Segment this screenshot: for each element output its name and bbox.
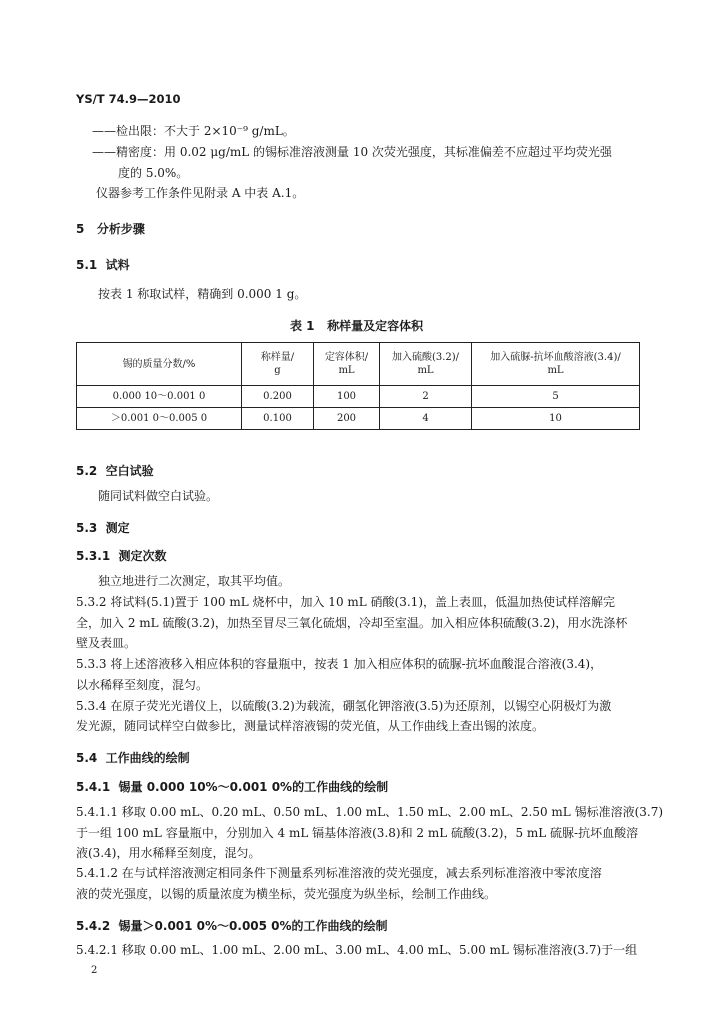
section-5-4-2-heading xyxy=(76,917,388,934)
section-5-1-heading xyxy=(76,256,130,273)
section-5-2-heading xyxy=(76,462,154,479)
section-5-1-body: 按表 1 称取试样，精确到 0.000 1 g。 xyxy=(98,287,307,301)
detection-limit-text: ——检出限：不大于 2×10⁻⁹ g/mL。 xyxy=(92,124,295,138)
section-5-3-3-line1: 5.3.3 将上述溶液移入相应体积的容量瓶中，按表 1 加入相应体积的硫脲-抗坏血酸混合溶液(3.4)， xyxy=(76,657,603,671)
cell-mass: 0.100 xyxy=(242,408,314,430)
section-title: 工作曲线的绘制 xyxy=(105,751,190,765)
table-1 xyxy=(76,342,640,430)
section-title: 测定 xyxy=(105,521,130,535)
section-title: 空白试验 xyxy=(105,464,154,478)
cell-mass: 0.200 xyxy=(242,386,314,408)
page-number: 2 xyxy=(91,965,98,976)
section-5-4-1-2-line1: 5.4.1.2 在与试样溶液测定相同条件下测量系列标准溶液的荧光强度，减去系列标准溶液中零浓度溶 xyxy=(76,866,602,880)
section-5-2-body: 随同试料做空白试验。 xyxy=(98,489,219,503)
header-thiourea-solution: 加入硫脲-抗坏血酸溶液(3.4)/ mL xyxy=(472,343,640,386)
table-caption-number: 表 1 xyxy=(290,319,315,333)
section-5-heading xyxy=(76,220,145,237)
section-5-3-4-line1: 5.3.4 在原子荧光光谱仪上，以硫酸(3.2)为载流，硼氢化钾溶液(3.5)为还原剂，以锡空心阴极灯为激 xyxy=(76,699,612,713)
standard-number: YS/T 74.9—2010 xyxy=(76,92,181,106)
section-5-3-heading xyxy=(76,519,130,536)
section-5-4-1-1-line1: 5.4.1.1 移取 0.00 mL、0.20 mL、0.50 mL、1.00 mL、1.50 mL、2.00 mL、2.50 mL 锡标准溶液(3.7) xyxy=(76,805,664,819)
section-title: 分析步骤 xyxy=(96,222,145,236)
header-tin-mass-fraction: 锡的质量分数/% xyxy=(77,343,242,386)
section-title: 锡量＞0.001 0%～0.005 0%的工作曲线的绘制 xyxy=(118,919,388,933)
cell-h2so4: 2 xyxy=(380,386,472,408)
section-5-3-1-body: 独立地进行二次测定，取其平均值。 xyxy=(98,574,291,588)
cell-range: 0.000 10～0.001 0 xyxy=(77,386,242,408)
section-number: 5.1 xyxy=(76,258,98,272)
cell-range: ＞0.001 0～0.005 0 xyxy=(77,408,242,430)
section-5-4-heading xyxy=(76,749,190,766)
header-constant-volume: 定容体积/ mL xyxy=(314,343,380,386)
section-5-4-2-1-line1: 5.4.2.1 移取 0.00 mL、1.00 mL、2.00 mL、3.00 mL、4.00 mL、5.00 mL 锡标准溶液(3.7)于一组 xyxy=(76,943,638,957)
header-sulfuric-acid: 加入硫酸(3.2)/ mL xyxy=(380,343,472,386)
header-sample-mass: 称样量/ g xyxy=(242,343,314,386)
cell-thiourea: 10 xyxy=(472,408,640,430)
section-5-3-1-heading xyxy=(76,547,167,564)
section-title: 测定次数 xyxy=(118,549,167,563)
section-5-3-2-line3: 壁及表皿。 xyxy=(76,636,137,650)
section-5-3-2-line2: 全，加入 2 mL 硫酸(3.2)，加热至冒尽三氧化硫烟，冷却至室温。加入相应体积硫酸(3.2)，用水洗涤杯 xyxy=(76,616,628,630)
cell-h2so4: 4 xyxy=(380,408,472,430)
section-title: 试料 xyxy=(105,258,130,272)
section-5-4-1-heading xyxy=(76,778,388,795)
section-number: 5 xyxy=(76,222,85,236)
section-5-3-3-line2: 以水稀释至刻度，混匀。 xyxy=(76,678,209,692)
section-5-4-1-2-line2: 液的荧光强度，以锡的质量浓度为横坐标，荧光强度为纵坐标，绘制工作曲线。 xyxy=(76,887,497,901)
cell-volume: 200 xyxy=(314,408,380,430)
cell-volume: 100 xyxy=(314,386,380,408)
section-number: 5.4.1 xyxy=(76,780,111,794)
instrument-reference-text: 仪器参考工作条件见附录 A 中表 A.1。 xyxy=(96,186,305,200)
section-5-4-1-1-line3: 液(3.4)，用水稀释至刻度，混匀。 xyxy=(76,846,261,860)
section-number: 5.3.1 xyxy=(76,549,111,563)
section-number: 5.4 xyxy=(76,751,98,765)
section-title: 锡量 0.000 10%～0.001 0%的工作曲线的绘制 xyxy=(118,780,389,794)
precision-text-line1: ——精密度：用 0.02 μg/mL 的锡标准溶液测量 10 次荧光强度，其标准偏差不应超过平均荧光强 xyxy=(92,145,612,159)
precision-text-line2: 度的 5.0%。 xyxy=(118,166,189,180)
section-number: 5.3 xyxy=(76,521,98,535)
section-5-3-4-line2: 发光源，随同试样空白做参比，测量试样溶液锡的荧光值，从工作曲线上查出锡的浓度。 xyxy=(76,719,545,733)
table-row xyxy=(77,386,640,408)
section-number: 5.4.2 xyxy=(76,919,111,933)
section-5-4-1-1-line2: 于一组 100 mL 容量瓶中，分别加入 4 mL 镉基体溶液(3.8)和 2 mL 硫酸(3.2)，5 mL 硫脲-抗坏血酸溶 xyxy=(76,826,639,840)
table-header-row xyxy=(77,343,640,386)
cell-thiourea: 5 xyxy=(472,386,640,408)
section-5-3-2-line1: 5.3.2 将试料(5.1)置于 100 mL 烧杯中，加入 10 mL 硝酸(3.1)，盖上表皿，低温加热使试样溶解完 xyxy=(76,595,616,609)
section-number: 5.2 xyxy=(76,464,98,478)
table-1-caption xyxy=(290,317,423,334)
table-caption-title: 称样量及定容体积 xyxy=(327,319,424,333)
table-row xyxy=(77,408,640,430)
